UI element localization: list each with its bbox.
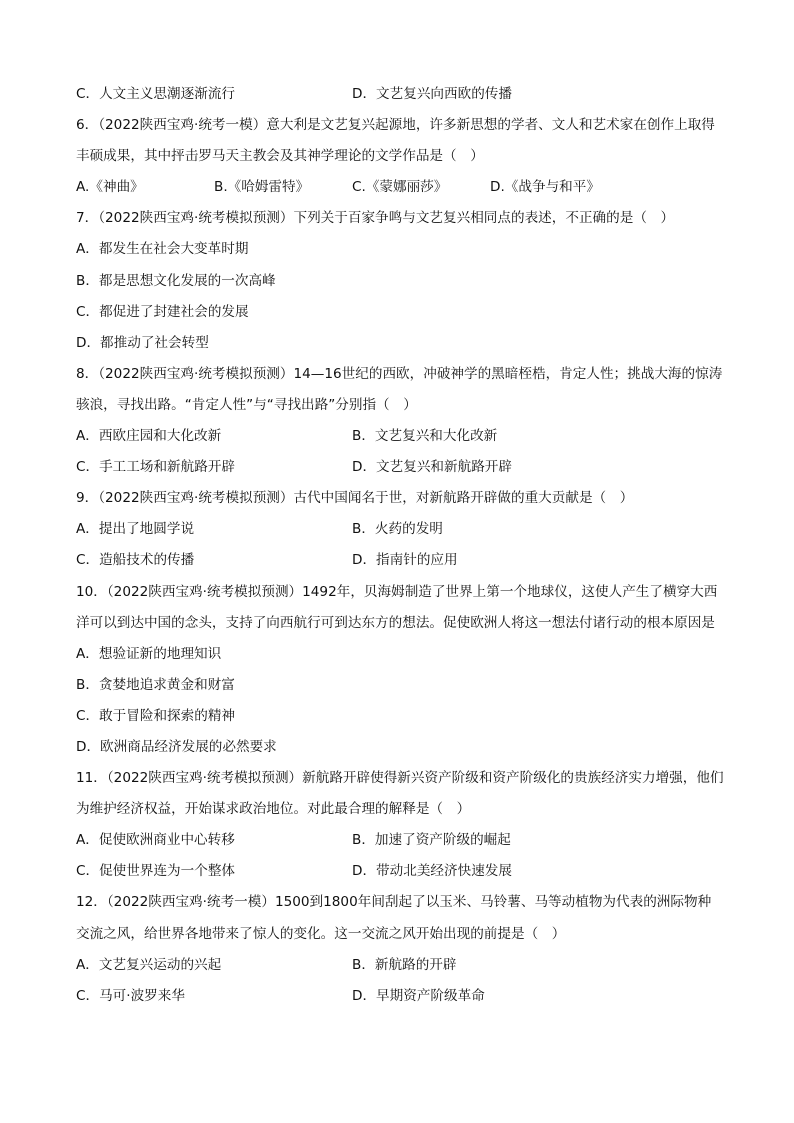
option-b: B．新航路的开辟 [352, 956, 457, 973]
option-a: A．想验证新的地理知识 [76, 645, 222, 662]
question-stem: 6．（2022陕西宝鸡·统考一模）意大利是文艺复兴起源地，许多新思想的学者、文人和艺术家在创作上取得丰硕成果，其中抨击罗马天主教会及其神学理论的文学作品是（ ） [76, 117, 715, 165]
question-stem: 12．（2022陕西宝鸡·统考一模）1500到1800年间刮起了以玉米、马铃薯、马等动植物为代表的洲际物种交流之风，给世界各地带来了惊人的变化。这一交流之风开始出现的前提是（ ） [76, 894, 712, 942]
option-a: A．提出了地圆学说 [76, 521, 195, 538]
option-d: D．都推动了社会转型 [76, 334, 209, 351]
options-row [76, 514, 724, 545]
exam-page [76, 79, 724, 1012]
question-stem: 9．（2022陕西宝鸡·统考模拟预测）古代中国闻名于世，对新航路开辟做的重大贡献是（ ） [76, 490, 634, 507]
options-row [76, 981, 724, 1012]
option-d: D．文艺复兴和新航路开辟 [352, 459, 512, 476]
option-d: D．带动北美经济快速发展 [352, 863, 512, 880]
question-stem: 8．（2022陕西宝鸡·统考模拟预测）14—16世纪的西欧，冲破神学的黑暗桎梏，肯定人性；挑战大海的惊涛骇浪，寻找出路。“肯定人性”与“寻找出路”分别指（ ） [76, 365, 723, 413]
option-c: C．促使世界连为一个整体 [76, 863, 236, 880]
option-b: B．加速了资产阶级的崛起 [352, 832, 511, 849]
option-a: A．促使欧洲商业中心转移 [76, 832, 235, 849]
option-b: B.《哈姆雷特》 [214, 179, 310, 196]
option-b: B．贪婪地追求黄金和财富 [76, 676, 235, 693]
options-row [76, 856, 724, 887]
option-c: C．敢于冒险和探索的精神 [76, 707, 236, 724]
question-10 [76, 577, 724, 764]
option-d: D．早期资产阶级革命 [352, 987, 485, 1004]
options-row [76, 545, 724, 576]
question-7 [76, 203, 724, 358]
option-c: C.《蒙娜丽莎》 [352, 179, 448, 196]
options-row [76, 825, 724, 856]
options-row [76, 421, 724, 452]
option-d: D.《战争与和平》 [490, 179, 600, 196]
option-c: C．都促进了封建社会的发展 [76, 303, 249, 320]
option-c: C．手工工场和新航路开辟 [76, 459, 236, 476]
options-row [76, 172, 724, 203]
option-a: A．西欧庄园和大化改新 [76, 428, 222, 445]
question-stem: 7．（2022陕西宝鸡·统考模拟预测）下列关于百家争鸣与文艺复兴相同点的表述，不正确的是（ ） [76, 210, 675, 227]
options-row [76, 452, 724, 483]
question-9 [76, 483, 724, 576]
question-11 [76, 763, 724, 887]
options-row [76, 950, 724, 981]
q5-options-row [76, 79, 724, 110]
option-c: C．马可·波罗来华 [76, 987, 185, 1004]
option-d: D．指南针的应用 [352, 552, 458, 569]
option-d: D．文艺复兴向西欧的传播 [352, 86, 512, 102]
option-a: A.《神曲》 [76, 179, 144, 196]
option-a: A．都发生在社会大变革时期 [76, 241, 249, 258]
option-c: C．造船技术的传播 [76, 552, 195, 569]
option-b: B．火药的发明 [352, 521, 443, 538]
question-8 [76, 359, 724, 483]
question-6 [76, 110, 724, 203]
option-d: D．欧洲商品经济发展的必然要求 [76, 738, 277, 755]
option-a: A．文艺复兴运动的兴起 [76, 956, 222, 973]
question-stem: 11．（2022陕西宝鸡·统考模拟预测）新航路开辟使得新兴资产阶级和资产阶级化的贵族经济实力增强，他们为维护经济权益，开始谋求政治地位。对此最合理的解释是（ ） [76, 770, 724, 818]
question-stem: 10．（2022陕西宝鸡·统考模拟预测）1492年，贝海姆制造了世界上第一个地球仪，这使人产生了横穿大西洋可以到达中国的念头，支持了向西航行可到达东方的想法。促使欧洲人将这一想法付诸行动的根本原因是 [76, 583, 718, 631]
option-b: B．都是思想文化发展的一次高峰 [76, 272, 276, 289]
question-12 [76, 887, 724, 1011]
option-b: B．文艺复兴和大化改新 [352, 428, 498, 445]
option-c: C．人文主义思潮逐渐流行 [76, 86, 236, 102]
